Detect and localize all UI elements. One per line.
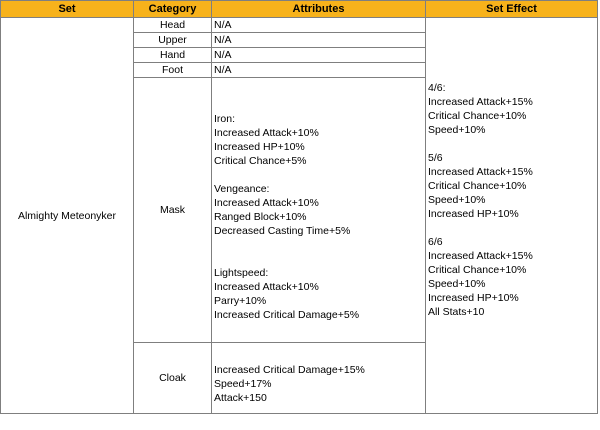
mask-lightspeed-line: Parry+10%	[214, 295, 267, 307]
category-head: Head	[134, 18, 212, 33]
effect-5-line: Increased HP+10%	[428, 208, 519, 220]
attr-head: N/A	[212, 18, 426, 33]
category-mask: Mask	[134, 78, 212, 343]
mask-lightspeed-line: Increased Attack+10%	[214, 281, 319, 293]
effect-6-line: Speed+10%	[428, 278, 486, 290]
attr-upper: N/A	[212, 33, 426, 48]
attr-foot: N/A	[212, 63, 426, 78]
mask-lightspeed-title: Lightspeed:	[214, 267, 269, 279]
mask-vengeance-line: Increased Attack+10%	[214, 197, 319, 209]
effect-5-line: Speed+10%	[428, 194, 486, 206]
category-hand: Hand	[134, 48, 212, 63]
cloak-attr-line: Speed+17%	[214, 378, 272, 390]
attr-cloak	[212, 343, 426, 414]
table-row-head	[1, 18, 598, 33]
mask-iron-line: Increased HP+10%	[214, 141, 305, 153]
attr-hand: N/A	[212, 48, 426, 63]
effect-5-line: Critical Chance+10%	[428, 180, 527, 192]
set-effect-cell	[426, 18, 598, 414]
mask-iron-line: Critical Chance+5%	[214, 155, 307, 167]
effect-5-title: 5/6	[428, 152, 443, 164]
category-upper: Upper	[134, 33, 212, 48]
cloak-attr-line: Attack+150	[214, 392, 267, 404]
effect-5-line: Increased Attack+15%	[428, 166, 533, 178]
header-set: Set	[1, 1, 134, 18]
effect-4-title: 4/6:	[428, 82, 446, 94]
mask-vengeance-title: Vengeance:	[214, 183, 270, 195]
category-cloak: Cloak	[134, 343, 212, 414]
cloak-attr-line: Increased Critical Damage+15%	[214, 364, 365, 376]
effect-6-line: Critical Chance+10%	[428, 264, 527, 276]
header-row	[1, 1, 598, 18]
header-set-effect: Set Effect	[426, 1, 598, 18]
effect-4-line: Increased Attack+15%	[428, 96, 533, 108]
header-category: Category	[134, 1, 212, 18]
mask-lightspeed-line: Increased Critical Damage+5%	[214, 309, 360, 321]
mask-iron-title: Iron:	[214, 113, 236, 125]
effect-6-line: Increased Attack+15%	[428, 250, 533, 262]
effect-6-title: 6/6	[428, 236, 443, 248]
mask-vengeance-line: Ranged Block+10%	[214, 211, 307, 223]
mask-iron-line: Increased Attack+10%	[214, 127, 319, 139]
header-attributes: Attributes	[212, 1, 426, 18]
effect-4-line: Critical Chance+10%	[428, 110, 527, 122]
set-name-cell: Almighty Meteonyker	[1, 18, 134, 414]
effect-4-line: Speed+10%	[428, 124, 486, 136]
attr-mask	[212, 78, 426, 343]
effect-6-line: Increased HP+10%	[428, 292, 519, 304]
mask-vengeance-line: Decreased Casting Time+5%	[214, 225, 351, 237]
effect-6-line: All Stats+10	[428, 306, 485, 318]
category-foot: Foot	[134, 63, 212, 78]
